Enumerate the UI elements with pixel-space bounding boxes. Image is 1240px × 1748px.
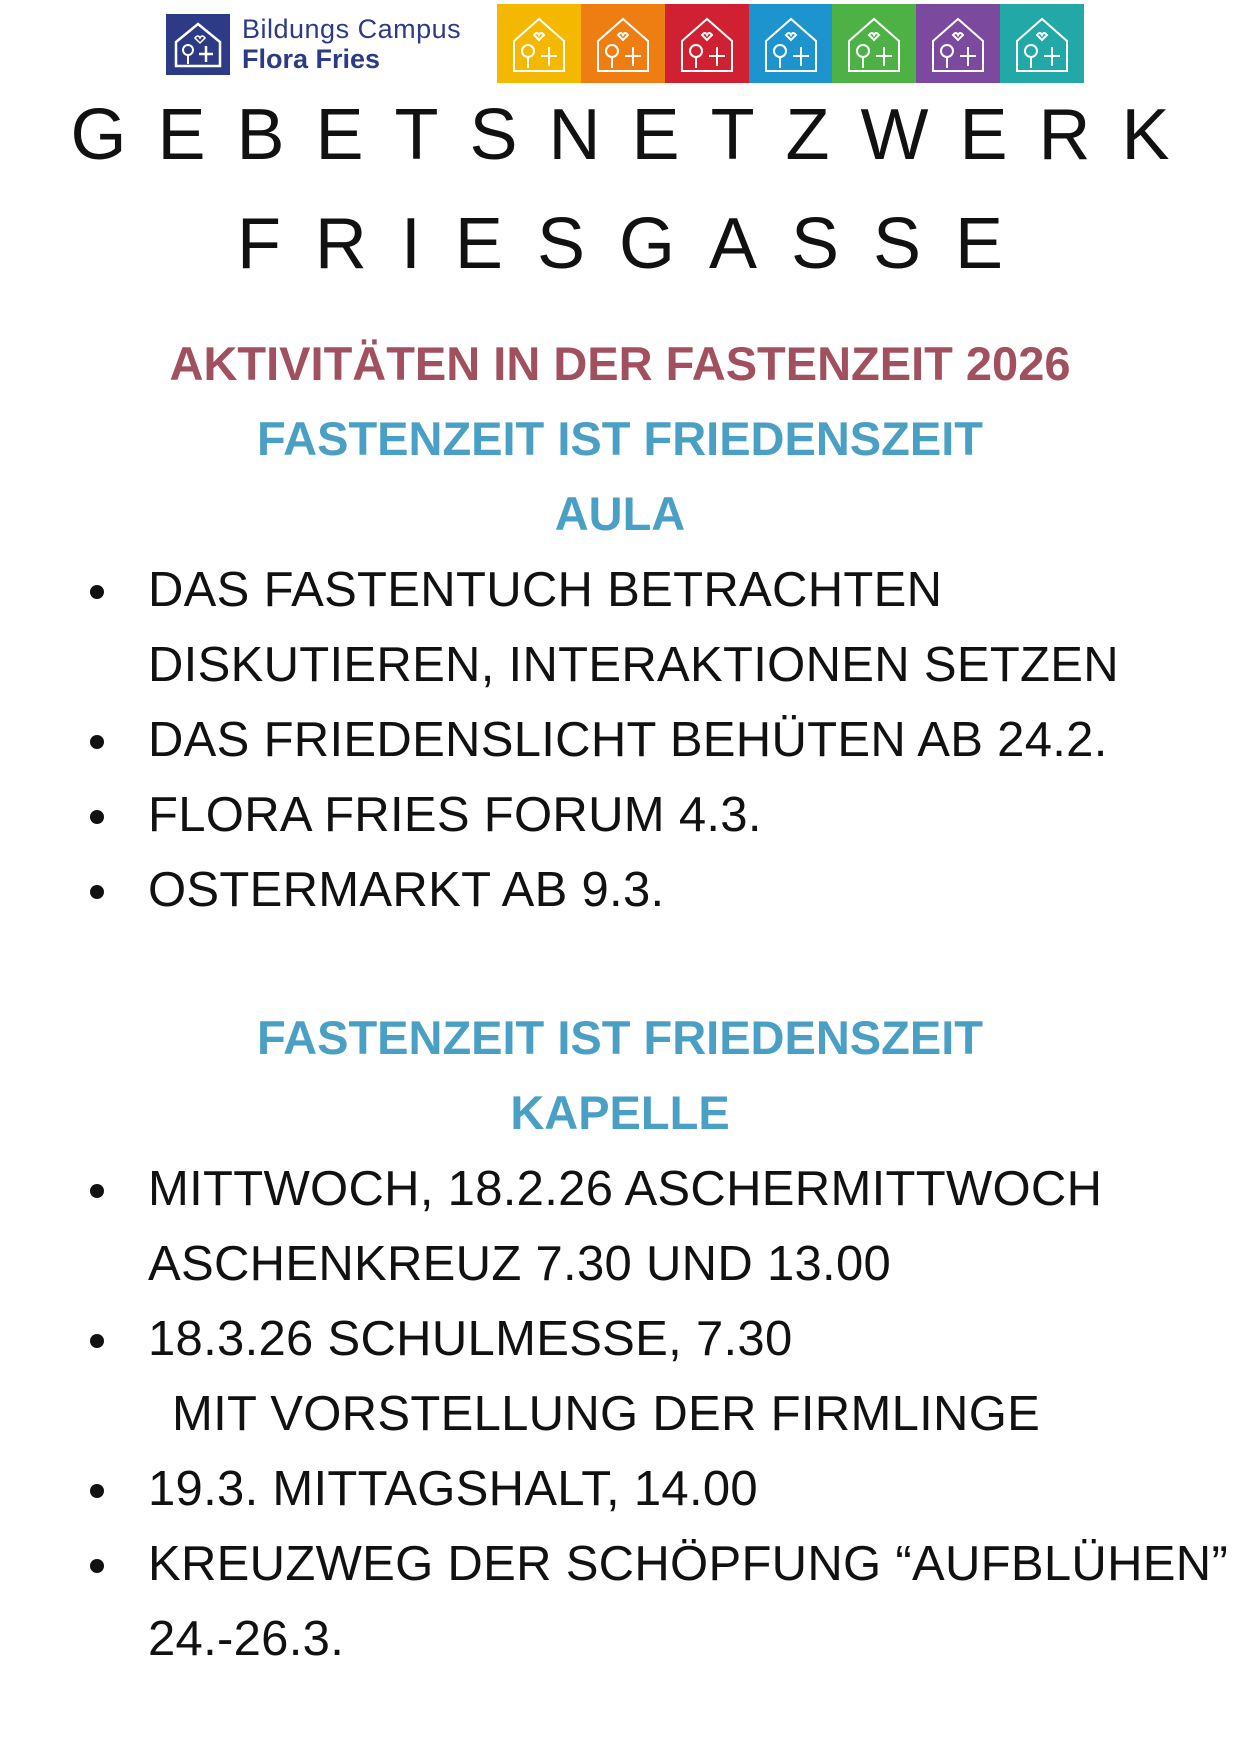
- list-item-continuation: MIT VORSTELLUNG DER FIRMLINGE: [172, 1387, 1041, 1441]
- bullet-icon: [90, 885, 104, 899]
- list-item-continuation: DISKUTIEREN, INTERAKTIONEN SETZEN: [148, 638, 1119, 692]
- list-item: DAS FRIEDENSLICHT BEHÜTEN AB 24.2.: [148, 713, 1108, 767]
- bullet-icon: [90, 1184, 104, 1198]
- section-heading: FASTENZEIT IST FRIEDENSZEIT: [257, 1011, 983, 1064]
- list-item-continuation: 24.-26.3.: [148, 1612, 345, 1666]
- logo-color-strip: [497, 4, 1084, 83]
- list-item: DAS FASTENTUCH BETRACHTEN: [148, 563, 943, 617]
- logo-wordmark: [242, 14, 461, 74]
- section-place: AULA: [554, 487, 686, 540]
- bullet-icon: [90, 735, 104, 749]
- list-item-continuation: ASCHENKREUZ 7.30 UND 13.00: [148, 1237, 892, 1291]
- logo-house-swatch-icon: [581, 4, 665, 83]
- page-title-line-2: FRIESGASSE: [236, 204, 1038, 284]
- main-heading: AKTIVITÄTEN IN DER FASTENZEIT 2026: [169, 337, 1071, 390]
- logo-house-swatch-icon: [916, 4, 1000, 83]
- list-item: 18.3.26 SCHULMESSE, 7.30: [148, 1312, 793, 1366]
- bullet-icon: [90, 1559, 104, 1573]
- logo-house-icon: [166, 14, 230, 75]
- logo-house-swatch-icon: [1000, 4, 1084, 83]
- list-item: OSTERMARKT AB 9.3.: [148, 863, 665, 917]
- list-item: FLORA FRIES FORUM 4.3.: [148, 788, 762, 842]
- logo-house-swatch-icon: [832, 4, 916, 83]
- logo-line-1: Bildungs Campus: [242, 14, 462, 44]
- list-item: 19.3. MITTAGSHALT, 14.00: [148, 1462, 758, 1516]
- bullet-icon: [90, 1334, 104, 1348]
- bullet-icon: [90, 810, 104, 824]
- logo-line-2: Flora Fries: [242, 44, 381, 74]
- list-item: KREUZWEG DER SCHÖPFUNG “AUFBLÜHEN”: [148, 1537, 1229, 1591]
- list-item: MITTWOCH, 18.2.26 ASCHERMITTWOCH: [148, 1162, 1103, 1216]
- logo-house-swatch-icon: [749, 4, 833, 83]
- section-place: KAPELLE: [510, 1086, 730, 1139]
- bullet-icon: [90, 585, 104, 599]
- page-title-line-1: GEBETSNETZWERK: [70, 95, 1201, 175]
- bullet-icon: [90, 1484, 104, 1498]
- logo-house-swatch-icon: [665, 4, 749, 83]
- section-heading: FASTENZEIT IST FRIEDENSZEIT: [257, 412, 983, 465]
- logo-house-swatch-icon: [497, 4, 581, 83]
